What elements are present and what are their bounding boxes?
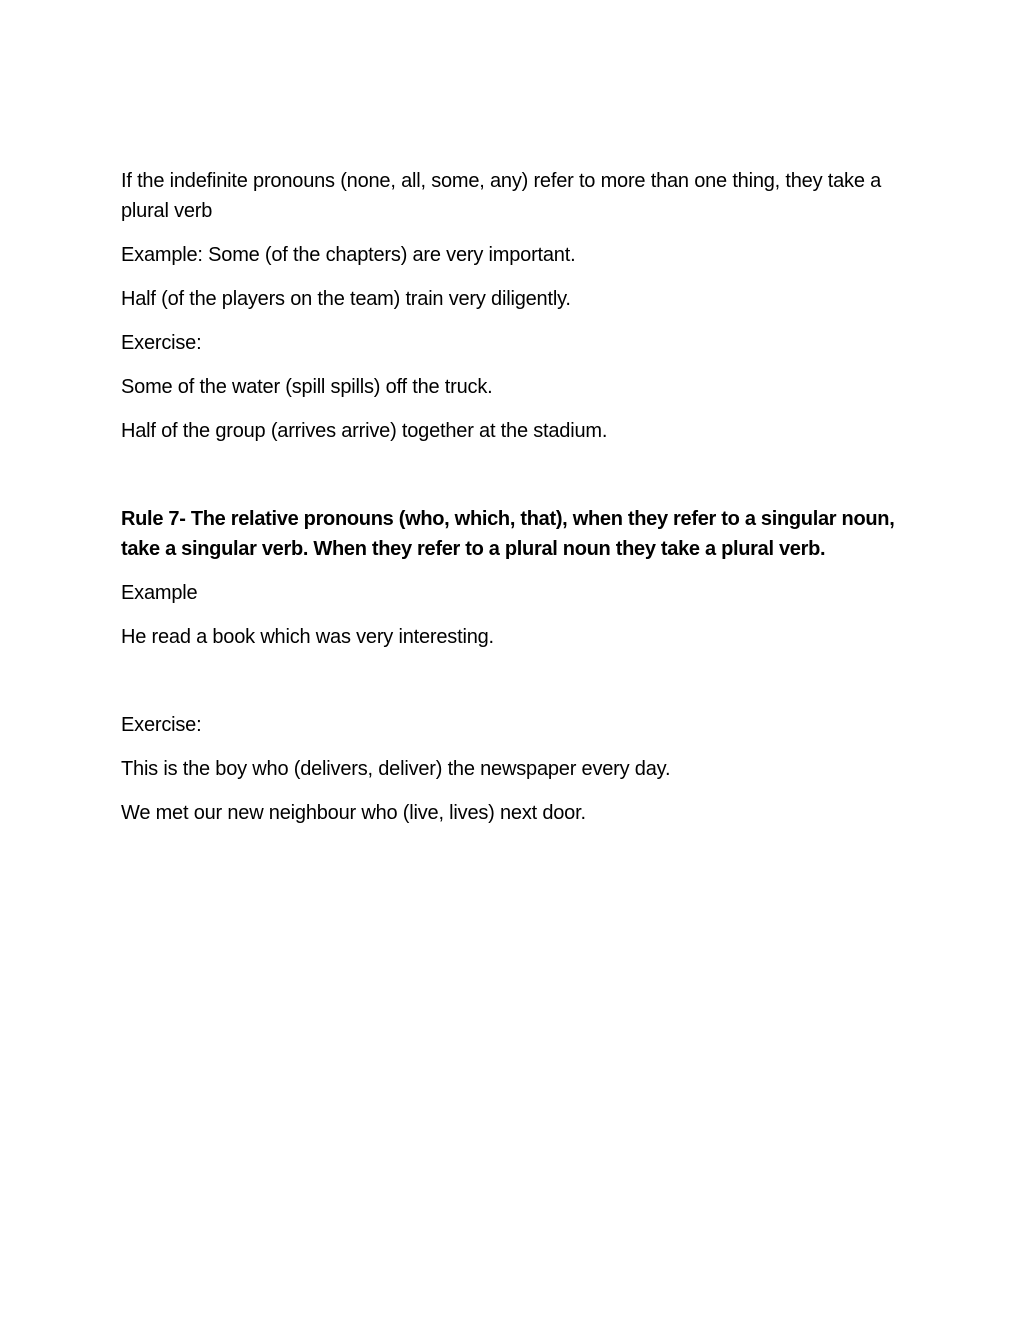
rule-7-heading: Rule 7- The relative pronouns (who, which, that), when they refer to a singular noun, take a singular verb. When they refer to a plural noun they take a plural verb. <box>121 508 895 560</box>
paragraph-exercise-group: Half of the group (arrives arrive) together at the stadium. <box>121 420 608 442</box>
paragraph-exercise-heading-2: Exercise: <box>121 714 202 736</box>
paragraph-exercise-water: Some of the water (spill spills) off the truck. <box>121 376 493 398</box>
document-body <box>121 166 901 828</box>
paragraph-example-heading: Example <box>121 582 198 604</box>
paragraph-indefinite-pronouns-rule: If the indefinite pronouns (none, all, some, any) refer to more than one thing, they take a plural verb <box>121 170 882 222</box>
paragraph-exercise-boy: This is the boy who (delivers, deliver) the newspaper every day. <box>121 758 671 780</box>
paragraph-example-book: He read a book which was very interesting. <box>121 626 494 648</box>
paragraph-example-chapters: Example: Some (of the chapters) are very important. <box>121 244 576 266</box>
paragraph-example-players: Half (of the players on the team) train very diligently. <box>121 288 571 310</box>
paragraph-exercise-neighbour: We met our new neighbour who (live, lives) next door. <box>121 802 586 824</box>
paragraph-exercise-heading: Exercise: <box>121 332 202 354</box>
